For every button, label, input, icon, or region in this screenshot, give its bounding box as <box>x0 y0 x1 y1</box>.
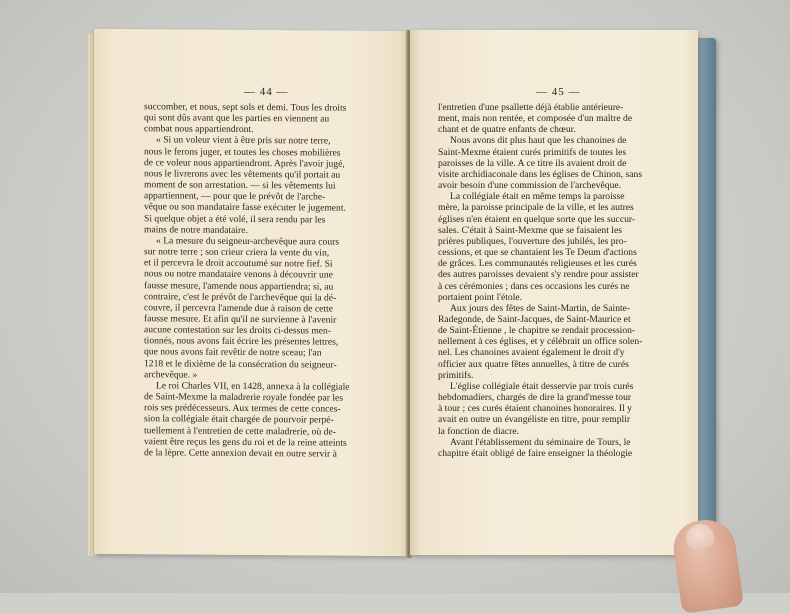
text-line: chapitre était obligé de faire enseigner la théologie <box>438 447 633 459</box>
text-line: nel. Les chanoines avaient également le droit d'y <box>438 347 625 359</box>
text-line: ment, mais non rentée, et composée d'un maître de <box>438 113 633 125</box>
text-line: de la lèpre. Cette annexion devait en outre servir à <box>144 447 337 460</box>
open-book <box>88 30 724 563</box>
text-line: nous le livrerons avec les vêtements qu'il portait au <box>144 168 341 181</box>
text-line: la fonction de diacre. <box>438 425 519 437</box>
text-line: Nous avons dit plus haut que les chanoines de <box>450 135 627 147</box>
left-page-text <box>144 101 370 460</box>
text-line: Radegonde, de Saint-Jacques, de Saint-Maurice et <box>438 313 631 325</box>
text-line: de Saint-Étienne , le chapitre se rendait procession- <box>438 325 636 337</box>
text-line: vaient être reçus les gens du roi et de la reine atteints <box>144 435 347 449</box>
text-line: « Si un voleur vient à être pris sur notre terre, <box>156 134 331 148</box>
text-line: des autres paroisses devaient s'y rendre pour assister <box>438 269 639 281</box>
text-line: « La mesure du seigneur-archevêque aura cours <box>156 235 340 248</box>
text-line: officier aux quatre fêtes annuelles, à titre de curés <box>438 358 629 370</box>
text-line: nellement à ces églises, et y célébrait un office solen- <box>438 336 643 348</box>
text-line: nous le ferons juger, et toutes les choses mobilières <box>144 145 341 159</box>
text-line: nous ou notre mandataire venons à découvrir une <box>144 268 333 281</box>
text-line: sales. C'était à Saint-Mexme que se faisaient les <box>438 224 622 236</box>
text-line: tionnés, nous avons fait écrire les présentes lettres, <box>144 335 339 348</box>
text-line: à ces cérémonies ; dans ces occasions les curés ne <box>438 280 630 292</box>
text-line: cessions, et que se chantaient les Te Deum d'actions <box>438 247 637 259</box>
text-line: Si quelque objet a été volé, il sera rendu par les <box>144 212 326 226</box>
text-line: Saint-Mexme étaient curés primitifs de toutes les <box>438 146 627 158</box>
text-line: 1218 et le dixième de la consécration du seigneur- <box>144 357 337 371</box>
text-line: Le roi Charles VII, en 1428, annexa à la collégiale <box>156 380 350 393</box>
text-line: contraire, c'est le prévôt de l'archevêque qui la dé- <box>144 290 337 304</box>
text-line: Aux jours des fêtes de Saint-Martin, de Sainte- <box>450 302 631 314</box>
right-page-text <box>438 102 668 459</box>
text-line: La collégiale était en même temps la paroisse <box>450 191 625 203</box>
text-line: archevêque. » <box>144 369 198 381</box>
text-line: sion la collégiale était chargée de pourvoir perpé- <box>144 413 334 426</box>
text-line: tuellement à l'entretien de cette maladrerie, où de- <box>144 424 336 438</box>
left-page <box>94 29 408 556</box>
text-line: prières publiques, l'ouverture des jubilés, les pro- <box>438 235 627 247</box>
text-line: fausse mesure, l'amende nous appartiendra; si, au <box>144 279 334 293</box>
text-line: Avant l'établissement du séminaire de Tours, le <box>450 436 631 448</box>
text-line: combat nous appartiendront. <box>144 123 254 136</box>
text-line: couvre, il percevra l'amende due à raison de cette <box>144 302 333 315</box>
text-line: de grâces. Les communautés religieuses et les curés <box>438 258 637 270</box>
text-line: que nous avons fait revêtir de notre sceau; l'an <box>144 346 322 359</box>
right-page-number: — 45 — <box>536 86 581 98</box>
right-page <box>410 30 698 555</box>
text-line: l'entretien d'une psallette déjà établie antérieure- <box>438 102 624 113</box>
text-line: mains de notre mandataire. <box>144 223 248 236</box>
text-line: à tour ; ces curés étaient chanoines honoraires. Il y <box>438 403 632 415</box>
text-line: visite archidiaconale dans les églises de Chinon, sans <box>438 168 643 180</box>
text-line: succomber, et nous, sept sols et demi. Tous les droits <box>144 101 347 114</box>
text-line: mère, la paroisse principale de la ville, et les autres <box>438 202 634 214</box>
text-line: rois ses prédécesseurs. Aux termes de cette conces- <box>144 402 341 415</box>
text-line: paroisses de la ville. A ce titre ils avaient droit de <box>438 157 627 169</box>
text-line: portaient point l'étole. <box>438 291 523 303</box>
text-line: L'église collégiale était desservie par trois curés <box>450 380 634 392</box>
text-line: moment de son arrestation. — si les vêtements lui <box>144 179 336 192</box>
text-line: appartiennent, — pour que le prévôt de l'arche- <box>144 190 326 203</box>
text-line: chant et de quatre enfants de chœur. <box>438 124 576 136</box>
text-line: églises n'en étaient en quelque sorte que les succur- <box>438 213 636 225</box>
text-line: fausse mesure. Et afin qu'il ne survienne à l'avenir <box>144 313 337 326</box>
text-line: sur notre terre ; son crieur criera la vente du vin, <box>144 246 330 259</box>
text-line: vêque ou son mandataire fasse exécuter le jugement. <box>144 201 346 215</box>
text-line: et il percevra le droit accoutumé sur notre fief. Si <box>144 257 333 270</box>
text-line: de Saint-Mexme la maladrerie royale fondée par les <box>144 391 343 404</box>
text-line: avait en outre un évangéliste en titre, pour remplir <box>438 414 631 426</box>
text-line: de ce voleur nous appartiendront. Après l'avoir jugé, <box>144 157 345 170</box>
text-line: hebdomadiers, chargés de dire la grand'messe tour <box>438 392 632 404</box>
left-page-number: — 44 — <box>244 85 289 99</box>
text-line: primitifs. <box>438 369 474 381</box>
text-line: qui sont dûs avant que les parties en viennent au <box>144 112 330 125</box>
text-line: aucune contestation sur les droits ci-dessus men- <box>144 324 332 337</box>
text-line: avoir besoin d'une commission de l'archevêque. <box>438 180 622 192</box>
